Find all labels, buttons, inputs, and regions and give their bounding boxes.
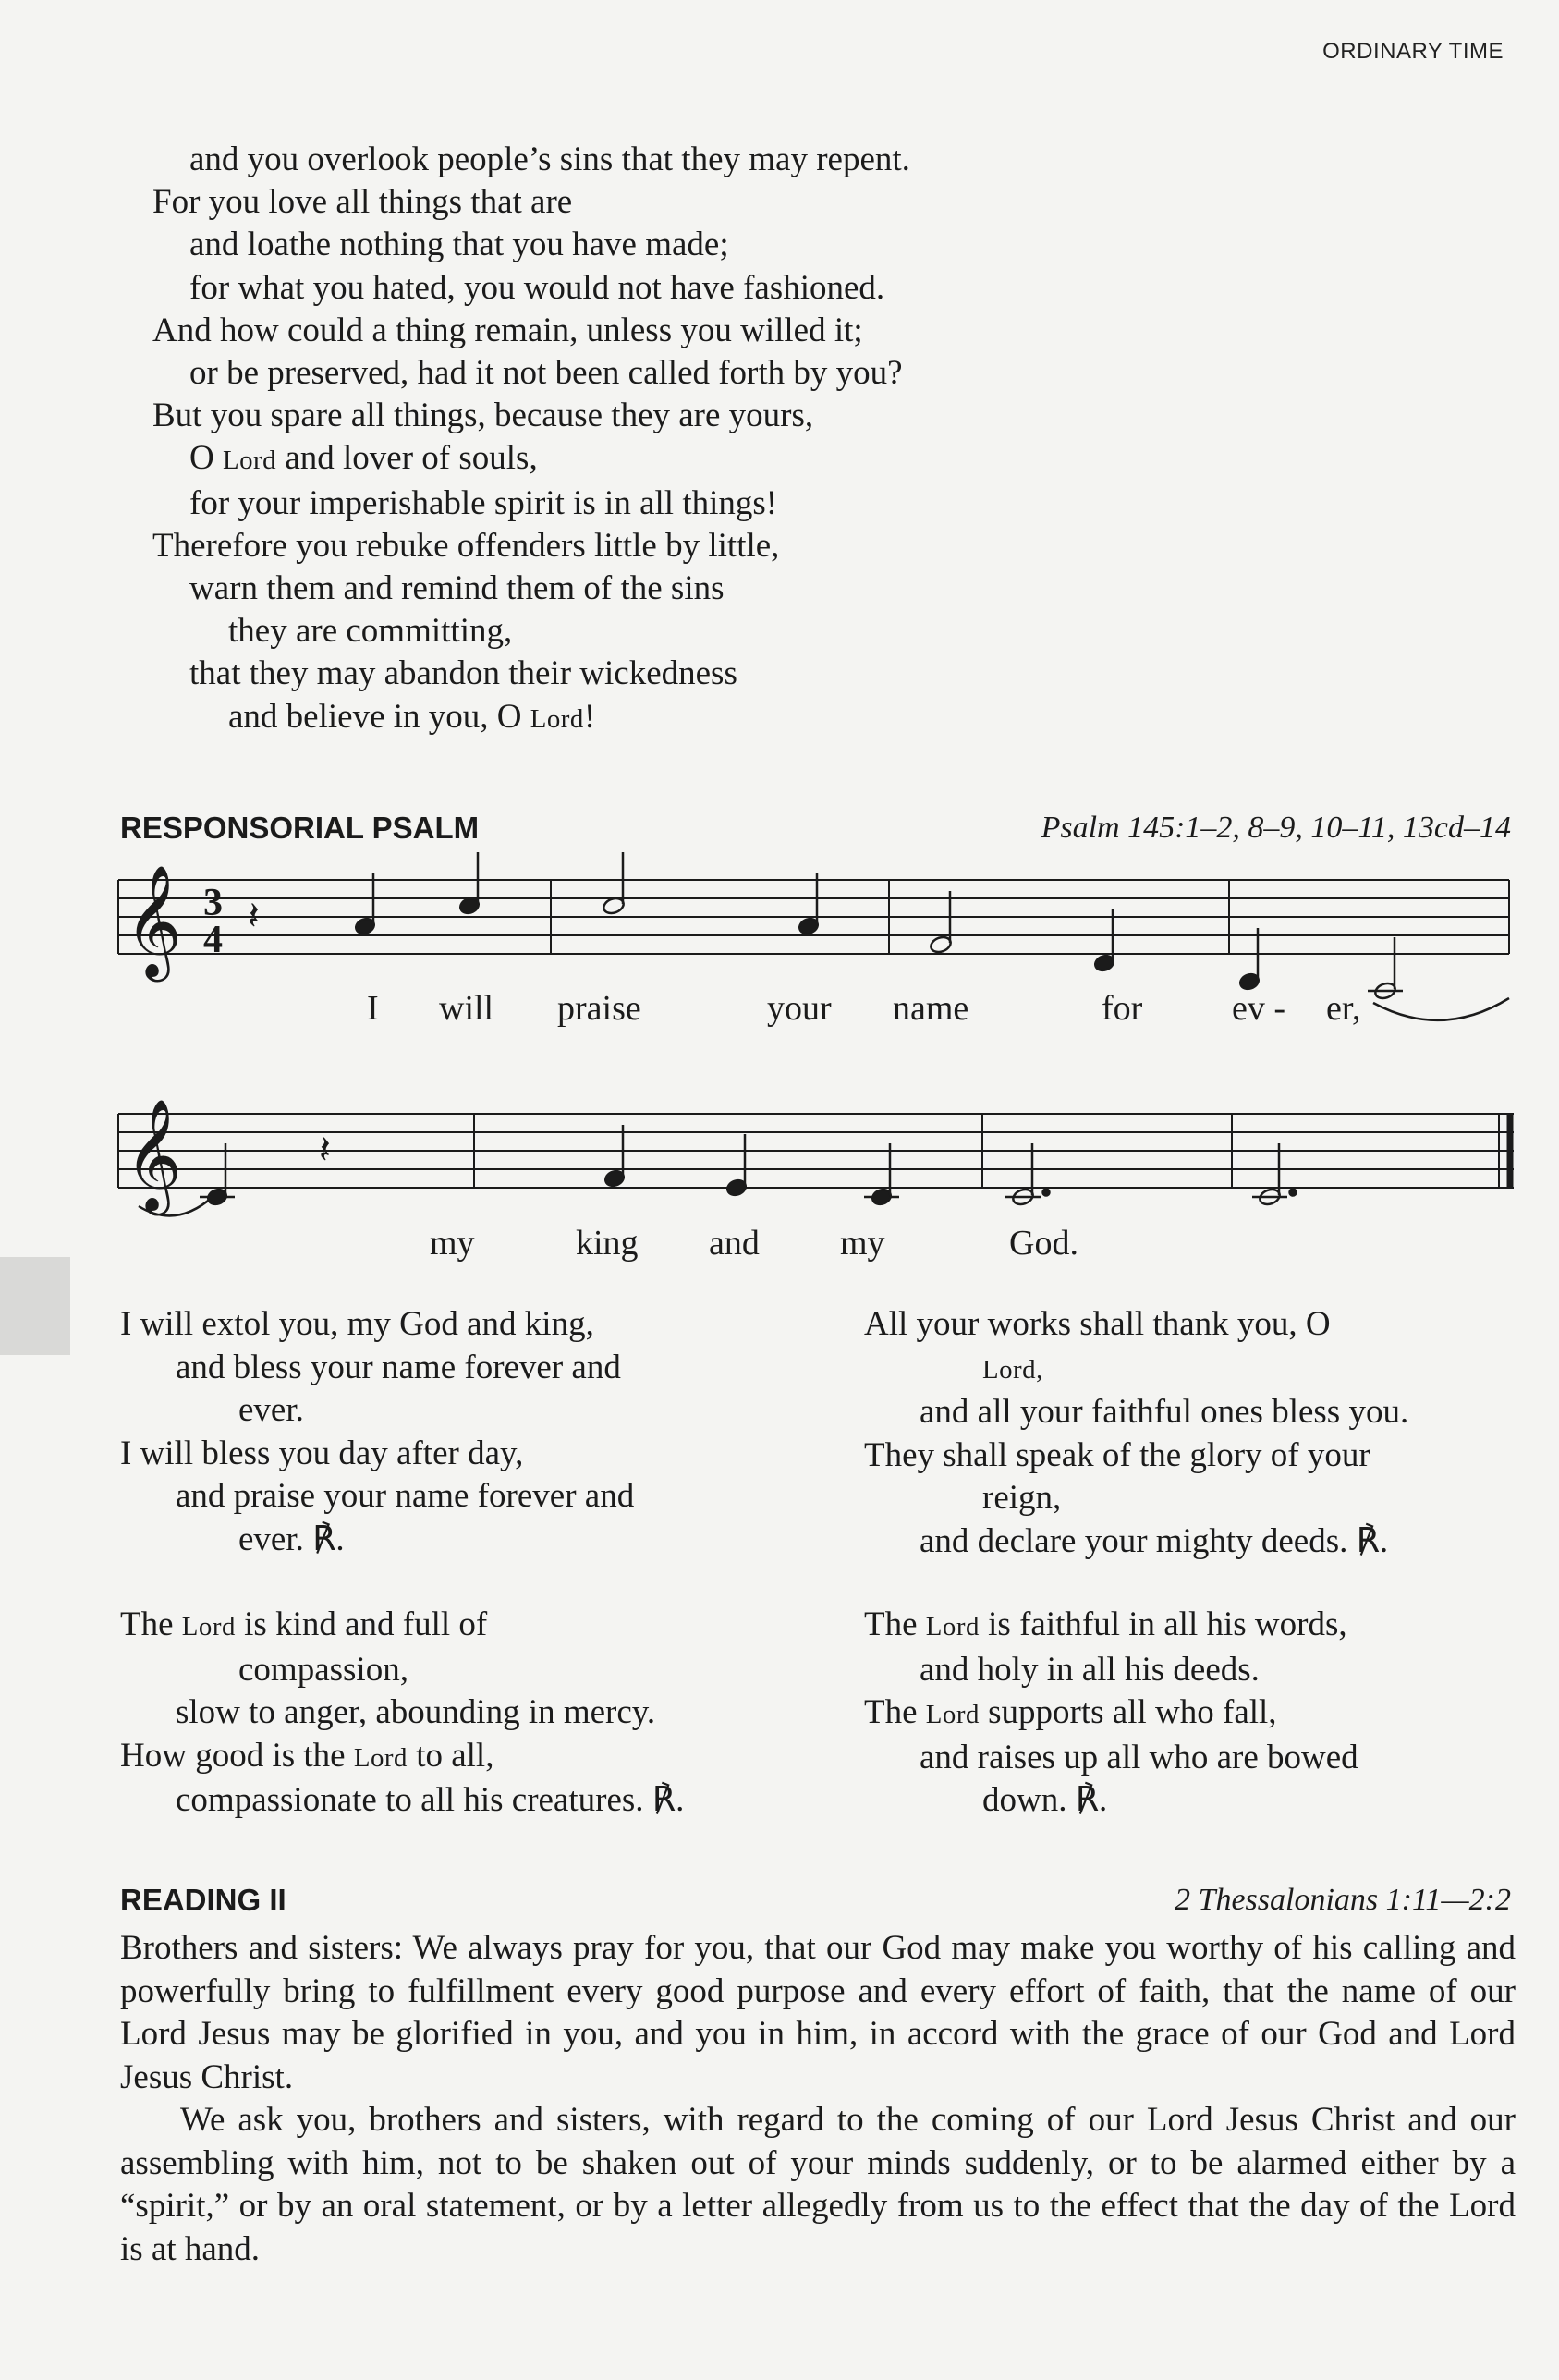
stanza-line: All your works shall thank you, O bbox=[864, 1305, 1331, 1343]
note bbox=[602, 852, 626, 916]
stanza-line: They shall speak of the glory of your bbox=[864, 1435, 1370, 1474]
psalm-stanza-4 bbox=[864, 1604, 1358, 1823]
reading-line: But you spare all things, because they are yours, bbox=[152, 397, 814, 435]
stanza-line: The Lord is faithful in all his words, bbox=[864, 1605, 1347, 1643]
treble-clef-icon: 𝄞 bbox=[125, 864, 183, 977]
lyric: and bbox=[709, 1224, 760, 1263]
quarter-rest-icon: 𝄽 bbox=[319, 1127, 331, 1172]
lyric: er, bbox=[1326, 989, 1361, 1028]
treble-clef-icon: 𝄞 bbox=[125, 1098, 183, 1211]
reading-line: and believe in you, O Lord! bbox=[228, 697, 596, 736]
reading-line: O Lord and lover of souls, bbox=[189, 439, 538, 478]
note bbox=[1005, 1143, 1050, 1207]
stanza-line: I will extol you, my God and king, bbox=[120, 1305, 594, 1343]
stanza-line: The Lord is kind and full of bbox=[120, 1605, 488, 1643]
paragraph: We ask you, brothers and sisters, with regard to the coming of our Lord Jesus Christ and our assembling with him, not to be shaken out of your minds suddenly, or to be alarmed either by a “spirit,” or by an oral statement, or by a letter allegedly from us to the effect that the day of the Lord is at hand. bbox=[120, 2101, 1516, 2268]
stanza-line: and declare your mighty deeds. ℟. bbox=[920, 1521, 1389, 1560]
psalm-stanza-3 bbox=[120, 1604, 684, 1823]
reading2-heading: READING II bbox=[120, 1883, 286, 1917]
reading-line: for what you hated, you would not have fashioned. bbox=[189, 268, 885, 307]
reading-line: For you love all things that are bbox=[152, 183, 573, 222]
time-signature-top: 3 bbox=[203, 882, 223, 924]
quarter-rest-icon: 𝄽 bbox=[248, 893, 260, 938]
psalm-heading: RESPONSORIAL PSALM bbox=[120, 811, 480, 845]
stanza-line: How good is the Lord to all, bbox=[120, 1736, 494, 1775]
stanza-line: I will bless you day after day, bbox=[120, 1434, 524, 1472]
lyric: name bbox=[893, 989, 969, 1028]
note bbox=[725, 1134, 748, 1197]
stanza-line: down. ℟. bbox=[982, 1781, 1108, 1819]
stanza-line: compassion, bbox=[238, 1650, 408, 1689]
reading-line: and you overlook people’s sins that they may repent. bbox=[189, 140, 910, 178]
lyric: God. bbox=[1009, 1224, 1078, 1263]
stanza-line: The Lord supports all who fall, bbox=[864, 1693, 1277, 1731]
note bbox=[1368, 937, 1403, 1001]
psalm-reference: Psalm 145:1–2, 8–9, 10–11, 13cd–14 bbox=[1041, 811, 1511, 845]
stanza-line: and raises up all who are bowed bbox=[920, 1738, 1358, 1776]
psalm-stanza-1 bbox=[120, 1303, 634, 1561]
lyric: praise bbox=[557, 989, 641, 1028]
note bbox=[1093, 909, 1115, 972]
running-head: ORDINARY TIME bbox=[1322, 39, 1504, 64]
lyric: my bbox=[840, 1224, 885, 1263]
staff-1 bbox=[118, 880, 1509, 954]
note bbox=[864, 1143, 899, 1206]
stanza-line: reign, bbox=[982, 1479, 1062, 1517]
lyric: king bbox=[576, 1224, 639, 1263]
lyric: will bbox=[439, 989, 494, 1028]
lyric: ev - bbox=[1232, 989, 1286, 1028]
lyric: my bbox=[430, 1224, 475, 1263]
stanza-line: and holy in all his deeds. bbox=[920, 1650, 1260, 1689]
note bbox=[458, 852, 481, 915]
stanza-line: Lord, bbox=[982, 1354, 1043, 1385]
reading2-reference: 2 Thessalonians 1:11—2:2 bbox=[1175, 1883, 1511, 1917]
note bbox=[1238, 928, 1261, 991]
lyric: your bbox=[767, 989, 832, 1028]
stanza-line: slow to anger, abounding in mercy. bbox=[176, 1693, 656, 1731]
reading-line: warn them and remind them of the sins bbox=[189, 569, 725, 608]
lyric: I bbox=[367, 989, 379, 1028]
note bbox=[929, 891, 953, 955]
stanza-line: compassionate to all his creatures. ℟. bbox=[176, 1781, 685, 1819]
tie bbox=[1373, 998, 1509, 1020]
note bbox=[1252, 1143, 1297, 1207]
note bbox=[354, 873, 376, 935]
lyric: for bbox=[1102, 989, 1143, 1028]
reading-line: they are committing, bbox=[228, 612, 513, 651]
stanza-line: ever. bbox=[238, 1391, 304, 1429]
reading-line: that they may abandon their wickedness bbox=[189, 654, 737, 693]
reading-line: And how could a thing remain, unless you willed it; bbox=[152, 311, 863, 349]
stanza-line: and praise your name forever and bbox=[176, 1477, 635, 1515]
reading-line: Therefore you rebuke offenders little by little, bbox=[152, 526, 780, 565]
note bbox=[798, 873, 820, 935]
time-signature-bottom: 4 bbox=[203, 919, 223, 961]
reading2-text bbox=[120, 1927, 1516, 2271]
stanza-line: and bless your name forever and bbox=[176, 1348, 621, 1386]
stanza-line: and all your faithful ones bless you. bbox=[920, 1393, 1409, 1431]
psalm-stanza-2 bbox=[864, 1303, 1408, 1563]
reading-line: for your imperishable spirit is in all things! bbox=[189, 483, 778, 522]
stanza-line: ever. ℟. bbox=[238, 1520, 345, 1558]
reading-line: and loathe nothing that you have made; bbox=[189, 226, 729, 264]
note bbox=[603, 1125, 626, 1188]
reading-line: or be preserved, had it not been called forth by you? bbox=[189, 354, 903, 393]
note bbox=[200, 1143, 235, 1206]
paragraph: Brothers and sisters: We always pray for you, that our God may make you worthy of his calling and powerfully bring to fulfillment every good purpose and every effort of faith, that the name of our Lord Jesus may be glorified in you, and you in him, in accord with the grace of our God and Lord Jesus Christ. bbox=[120, 1929, 1516, 2096]
